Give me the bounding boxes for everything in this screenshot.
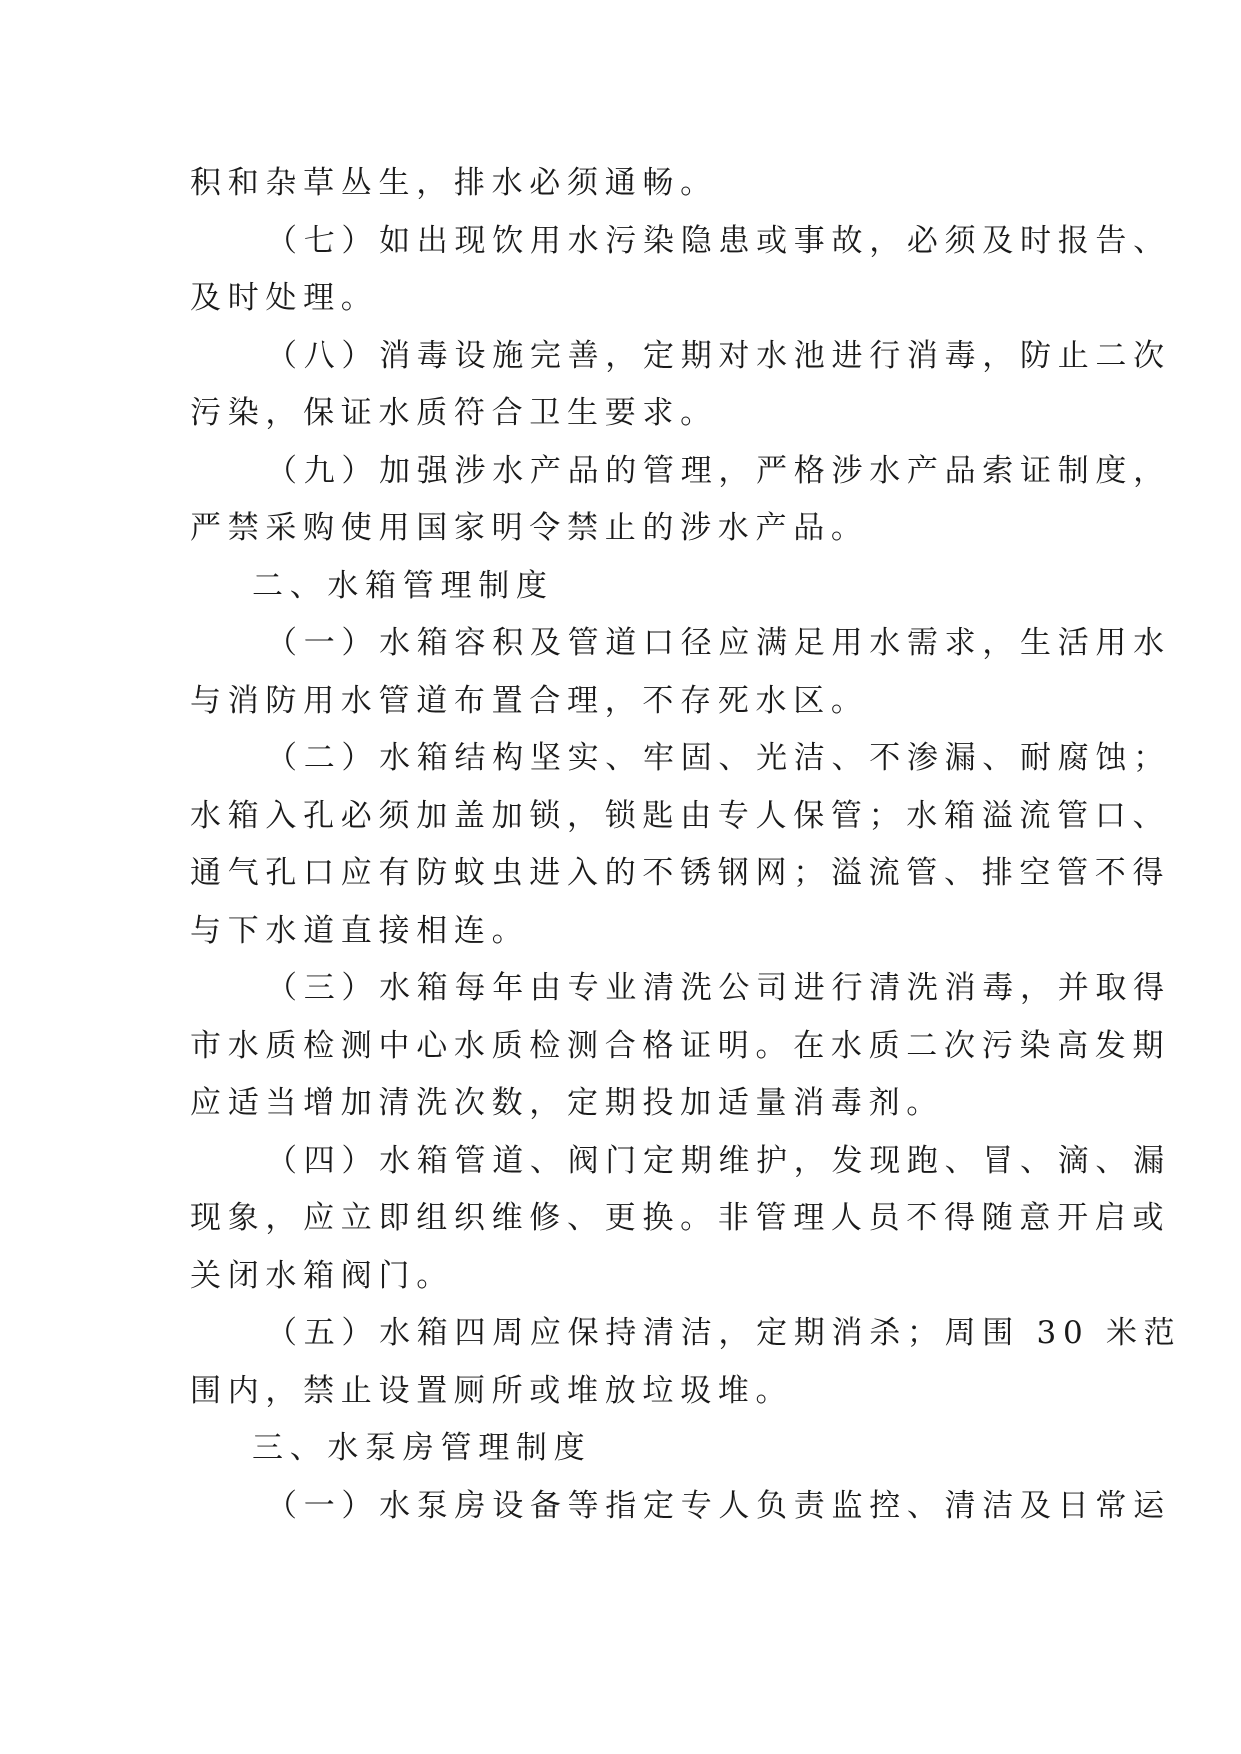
text-line: （七）如出现饮用水污染隐患或事故，必须及时报告、	[266, 222, 1171, 259]
text-line: 严禁采购使用国家明令禁止的涉水产品。	[190, 510, 869, 546]
text-line: 通气孔口应有防蚊虫进入的不锈钢网；溢流管、排空管不得	[190, 855, 1171, 891]
text-line: 积和杂草丛生，排水必须通畅。	[190, 165, 718, 201]
document-body	[190, 155, 1182, 1535]
text-line: （四）水箱管道、阀门定期维护，发现跑、冒、滴、漏	[266, 1142, 1171, 1179]
text-line: （三）水箱每年由专业清洗公司进行清洗消毒，并取得	[266, 970, 1171, 1006]
text-line: 与消防用水管道布置合理，不存死水区。	[190, 682, 869, 719]
text-line: 围内，禁止设置厕所或堆放垃圾堆。	[190, 1372, 794, 1409]
text-line: （八）消毒设施完善，定期对水池进行消毒，防止二次	[266, 337, 1171, 374]
text-line: 市水质检测中心水质检测合格证明。在水质二次污染高发期	[190, 1027, 1171, 1064]
text-line: （一）水泵房设备等指定专人负责监控、清洁及日常运	[266, 1487, 1171, 1524]
text-line: （九）加强涉水产品的管理，严格涉水产品索证制度，	[266, 452, 1171, 489]
text-line: 与下水道直接相连。	[190, 912, 530, 949]
section-heading: 二、水箱管理制度	[252, 567, 554, 604]
text-line: 现象，应立即组织维修、更换。非管理人员不得随意开启或	[190, 1200, 1171, 1236]
section-heading: 三、水泵房管理制度	[252, 1430, 592, 1466]
text-line: 关闭水箱阀门。	[190, 1257, 454, 1294]
text-line: （一）水箱容积及管道口径应满足用水需求，生活用水	[266, 625, 1171, 661]
text-line: （二）水箱结构坚实、牢固、光洁、不渗漏、耐腐蚀；	[266, 740, 1171, 776]
text-line: （五）水箱四周应保持清洁，定期消杀；周围 30 米范	[266, 1315, 1182, 1351]
text-line: 污染，保证水质符合卫生要求。	[190, 395, 718, 431]
text-line: 及时处理。	[190, 280, 379, 316]
text-line: 应适当增加清洗次数，定期投加适量消毒剂。	[190, 1085, 944, 1121]
text-line: 水箱入孔必须加盖加锁，锁匙由专人保管；水箱溢流管口、	[190, 797, 1171, 834]
